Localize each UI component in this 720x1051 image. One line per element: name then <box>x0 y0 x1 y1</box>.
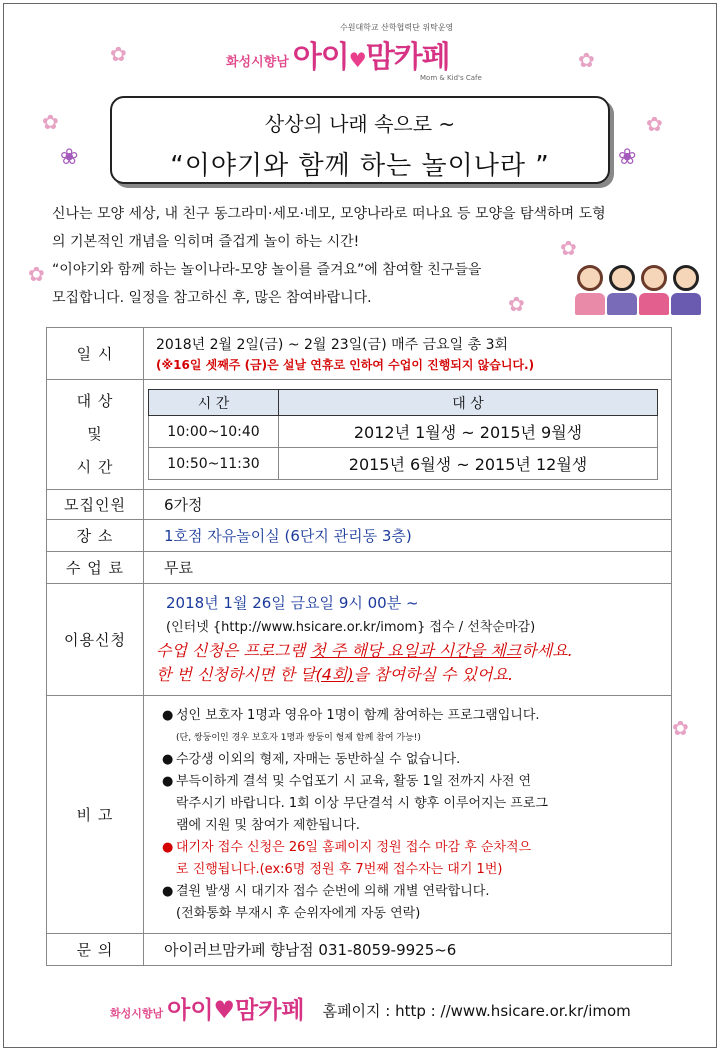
row-date <box>47 328 672 380</box>
apply-line-2: (인터넷 {http://www.hsicare.or.kr/imom} 접수 / 선착순마감) <box>166 620 536 635</box>
row-fee <box>47 552 672 584</box>
note-item-cont <box>162 815 659 837</box>
flower-icon: ✿ <box>42 110 59 134</box>
row-value <box>144 328 672 380</box>
intro-line: 신나는 모양 세상, 내 친구 동그라미·세모·네모, 모양나라로 떠나요 등 모양을 탐색하며 도형 <box>52 206 606 222</box>
title-line-2: “이야기와 함께 하는 놀이나라 ” <box>170 151 550 181</box>
apply-red-line-2 <box>156 663 659 687</box>
flower-icon: ✿ <box>646 112 663 136</box>
heart-icon: ♥ <box>348 48 366 72</box>
note-item-cont <box>162 793 659 815</box>
row-capacity <box>47 490 672 520</box>
logo-org-text: 화성시향남 <box>226 55 289 70</box>
info-table <box>46 327 672 966</box>
intro-line: “이야기와 함께 하는 놀이나라-모양 놀이를 즐겨요”에 참여할 친구들을 <box>52 262 482 278</box>
logo-brand-a: 아이 <box>292 40 349 75</box>
note-item <box>162 749 659 771</box>
child-figure <box>671 265 701 315</box>
footer-logo <box>110 990 305 1025</box>
target-label-2: 및 <box>87 425 103 443</box>
note-item <box>162 837 659 859</box>
row-label: 문 의 <box>47 934 144 966</box>
row-place <box>47 520 672 552</box>
row-label: 일 시 <box>47 328 144 380</box>
child-figure <box>607 265 637 315</box>
bullet-icon: ● <box>162 883 174 899</box>
note-text: 결원 발생 시 대기자 접수 순번에 의해 개별 연락합니다. <box>176 883 490 899</box>
schedule-time: 10:50~11:30 <box>149 448 279 480</box>
apply-red-underlined: 첫 주 해당 요일과 시간을 체크 <box>310 641 522 660</box>
logo-subtitle: Mom & Kid's Cafe <box>420 74 482 82</box>
note-item-cont <box>162 859 659 881</box>
schedule-table <box>148 389 658 480</box>
bullet-icon: ● <box>162 751 174 767</box>
flower-icon: ✿ <box>578 48 595 72</box>
flower-icon: ✿ <box>672 716 689 740</box>
bullet-icon: ● <box>162 773 174 789</box>
row-value: 6가정 <box>144 490 672 520</box>
note-item <box>162 771 659 793</box>
row-notes <box>47 696 672 934</box>
row-label: 장 소 <box>47 520 144 552</box>
notes-list <box>162 705 659 925</box>
row-value: 1호점 자유놀이실 (6단지 관리동 3층) <box>144 520 672 552</box>
apply-red-part: 한 번 신청하시면 한 달 <box>156 665 316 684</box>
row-value <box>144 696 672 934</box>
note-text: 램에 지원 및 참여가 제한됩니다. <box>176 817 360 833</box>
apply-red-underlined: (4회) <box>315 665 354 684</box>
note-text: 성인 보호자 1명과 영유아 1명이 함께 참여하는 프로그램입니다. <box>176 707 540 723</box>
schedule-target: 2012년 1월생 ~ 2015년 9월생 <box>279 416 658 448</box>
schedule-header-target: 대 상 <box>279 390 658 416</box>
date-note: (※16일 셋째주 (금)은 설날 연휴로 인하여 수업이 진행되지 않습니다.) <box>156 358 535 372</box>
note-text: 락주시기 바랍니다. 1회 이상 무단결석 시 향후 이루어지는 프로그 <box>176 795 548 811</box>
header-top-note: 수원대학교 산학협력단 위탁운영 <box>340 23 454 32</box>
bullet-icon: ● <box>162 839 174 855</box>
row-label: 수 업 료 <box>47 552 144 584</box>
schedule-time: 10:00~10:40 <box>149 416 279 448</box>
apply-line-1: 2018년 1월 26일 금요일 9시 00분 ~ <box>166 594 419 612</box>
note-subtext: (단, 쌍둥이인 경우 보호자 1명과 쌍둥이 형제 함께 참여 가능!) <box>176 732 421 743</box>
note-text: (전화통화 부재시 후 순위자에게 자동 연락) <box>176 905 421 921</box>
bullet-icon: ● <box>162 707 174 723</box>
row-value: 무료 <box>144 552 672 584</box>
flower-icon: ✿ <box>28 262 45 286</box>
apply-red-line-1 <box>156 639 659 663</box>
note-text: 대기자 접수 신청은 26일 홈페이지 정원 접수 마감 후 순차적으 <box>176 839 532 855</box>
apply-red-part: 하세요. <box>521 641 573 660</box>
apply-red-part: 을 참여하실 수 있어요. <box>353 665 514 684</box>
row-contact <box>47 934 672 966</box>
row-apply <box>47 584 672 696</box>
footer-org: 화성시향남 <box>110 1007 164 1020</box>
title-box <box>110 96 610 184</box>
note-text: 부득이하게 결석 및 수업포기 시 교육, 활동 1일 전까지 사전 연 <box>176 773 532 789</box>
footer-brand: 아이♥맘카페 <box>167 996 305 1024</box>
bouquet-icon: ❀ <box>60 145 79 170</box>
row-label: 이용신청 <box>47 584 144 696</box>
intro-line: 모집합니다. 일정을 참고하신 후, 많은 참여바랍니다. <box>52 290 372 306</box>
header-logo <box>226 32 450 76</box>
row-label <box>47 380 144 490</box>
schedule-row <box>149 448 658 480</box>
flower-icon: ✿ <box>508 292 525 316</box>
row-label: 모집인원 <box>47 490 144 520</box>
flower-icon: ✿ <box>110 42 127 66</box>
note-item <box>162 881 659 903</box>
row-target <box>47 380 672 490</box>
intro-line: 의 기본적인 개념을 익히며 즐겁게 놀이 하는 시간! <box>52 234 360 250</box>
bouquet-icon: ❀ <box>618 145 637 170</box>
apply-red-part: 수업 신청은 프로그램 <box>156 641 311 660</box>
schedule-target: 2015년 6월생 ~ 2015년 12월생 <box>279 448 658 480</box>
footer <box>110 990 631 1025</box>
date-main: 2018년 2월 2일(금) ~ 2월 23일(금) 매주 금요일 총 3회 <box>156 337 509 353</box>
footer-homepage-link[interactable]: 홈페이지 : http : //www.hsicare.or.kr/imom <box>322 1002 631 1020</box>
logo-brand-b: 맘카페 <box>365 40 450 75</box>
note-text: 수강생 이외의 형제, 자매는 동반하실 수 없습니다. <box>176 751 461 767</box>
target-label-3: 시 간 <box>76 458 114 476</box>
flower-icon: ✿ <box>560 236 577 260</box>
schedule-header-time: 시 간 <box>149 390 279 416</box>
note-sub <box>162 727 659 749</box>
note-item-cont <box>162 903 659 925</box>
child-figure <box>639 265 669 315</box>
title-line-1: 상상의 나래 속으로 ~ <box>264 112 456 136</box>
target-label-1: 대 상 <box>76 392 114 410</box>
logo-brand <box>293 32 450 76</box>
row-value <box>144 380 672 490</box>
note-text: 로 진행됩니다.(ex:6명 정원 후 7번째 접수자는 대기 1번) <box>176 861 503 877</box>
schedule-row <box>149 416 658 448</box>
row-value <box>144 584 672 696</box>
child-figure <box>575 265 605 315</box>
row-label: 비 고 <box>47 696 144 934</box>
children-illustration <box>575 265 701 315</box>
row-value: 아이러브맘카페 향남점 031-8059-9925~6 <box>144 934 672 966</box>
note-item <box>162 705 659 727</box>
